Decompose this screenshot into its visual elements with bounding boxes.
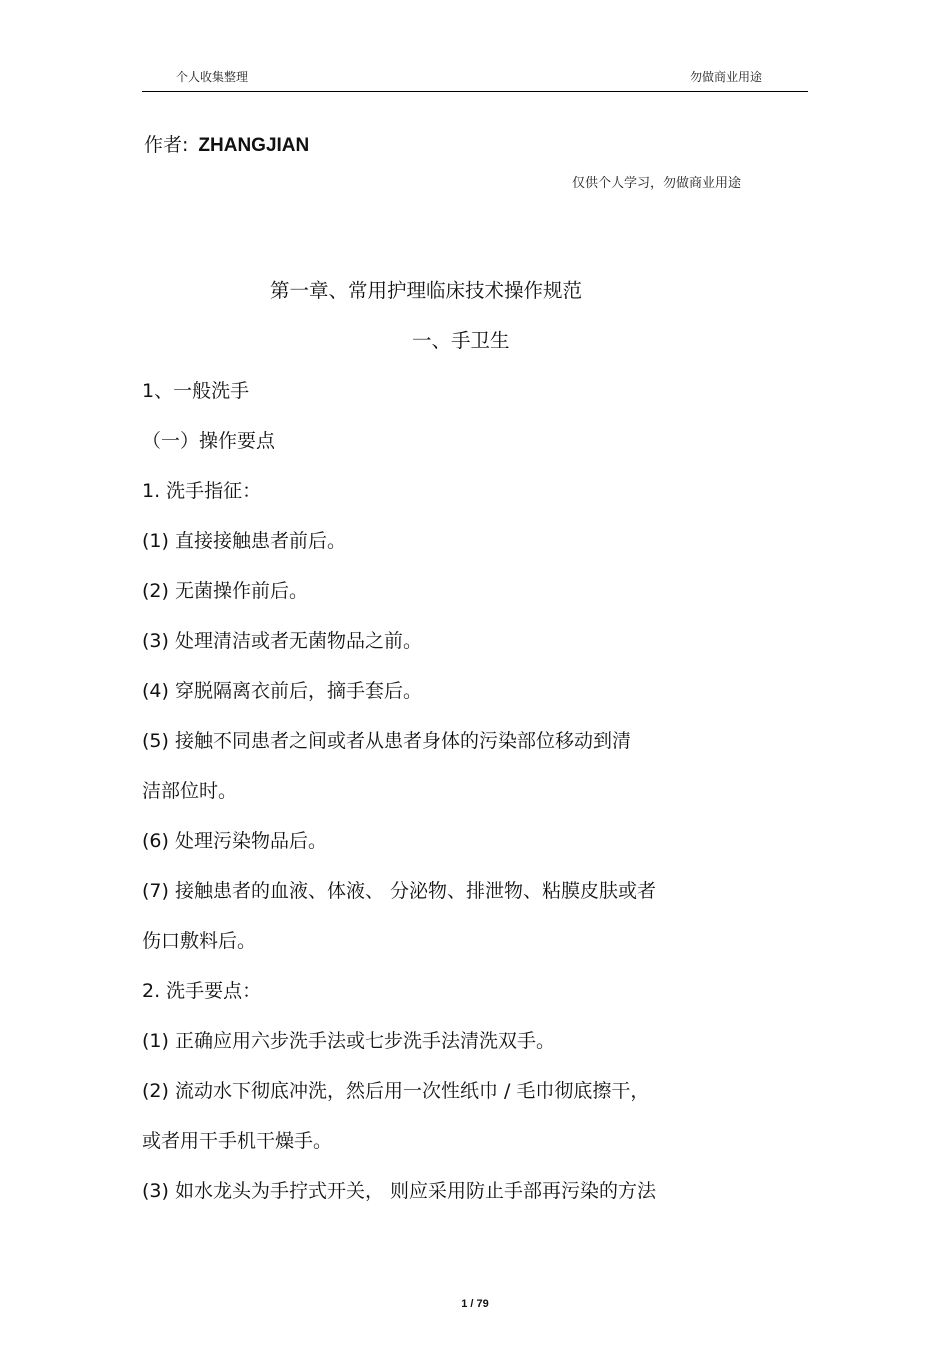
body-line: (4) 穿脱隔离衣前后，摘手套后。 xyxy=(142,680,422,702)
body-line: (3) 如水龙头为手拧式开关， 则应采用防止手部再污染的方法 xyxy=(142,1180,656,1202)
body-line: 或者用干手机干燥手。 xyxy=(142,1130,333,1152)
chapter-title: 第一章、常用护理临床技术操作规范 xyxy=(270,279,583,302)
body-line: 伤口敷料后。 xyxy=(142,930,257,952)
header-left-text: 个人收集整理 xyxy=(176,70,249,84)
author-label: 作者: xyxy=(144,134,189,156)
body-line: (6) 处理污染物品后。 xyxy=(142,830,327,852)
body-line: 洁部位时。 xyxy=(142,780,238,802)
author-line xyxy=(144,130,309,157)
body-line: (5) 接触不同患者之间或者从患者身体的污染部位移动到清 xyxy=(142,730,631,752)
body-line: 2. 洗手要点： xyxy=(142,980,262,1002)
body-line: (2) 流动水下彻底冲洗，然后用一次性纸巾 / 毛巾彻底擦干， xyxy=(142,1080,650,1102)
body-line: 1、一般洗手 xyxy=(142,380,250,402)
header-divider xyxy=(142,91,808,92)
body-line: (2) 无菌操作前后。 xyxy=(142,580,308,602)
header-right-text: 勿做商业用途 xyxy=(690,70,763,84)
body-line: (1) 正确应用六步洗手法或七步洗手法清洗双手。 xyxy=(142,1030,555,1052)
usage-notice: 仅供个人学习，勿做商业用途 xyxy=(572,176,742,191)
page-number: 1 / 79 xyxy=(461,1298,489,1310)
body-line: （一）操作要点 xyxy=(142,430,276,452)
body-line: (1) 直接接触患者前后。 xyxy=(142,530,346,552)
body-line: (3) 处理清洁或者无菌物品之前。 xyxy=(142,630,422,652)
body-line: (7) 接触患者的血液、体液、 分泌物、排泄物、粘膜皮肤或者 xyxy=(142,880,656,902)
body-line: 1. 洗手指征： xyxy=(142,480,262,502)
section-title: 一、手卫生 xyxy=(412,329,510,352)
author-name: ZHANGJIAN xyxy=(198,135,310,156)
